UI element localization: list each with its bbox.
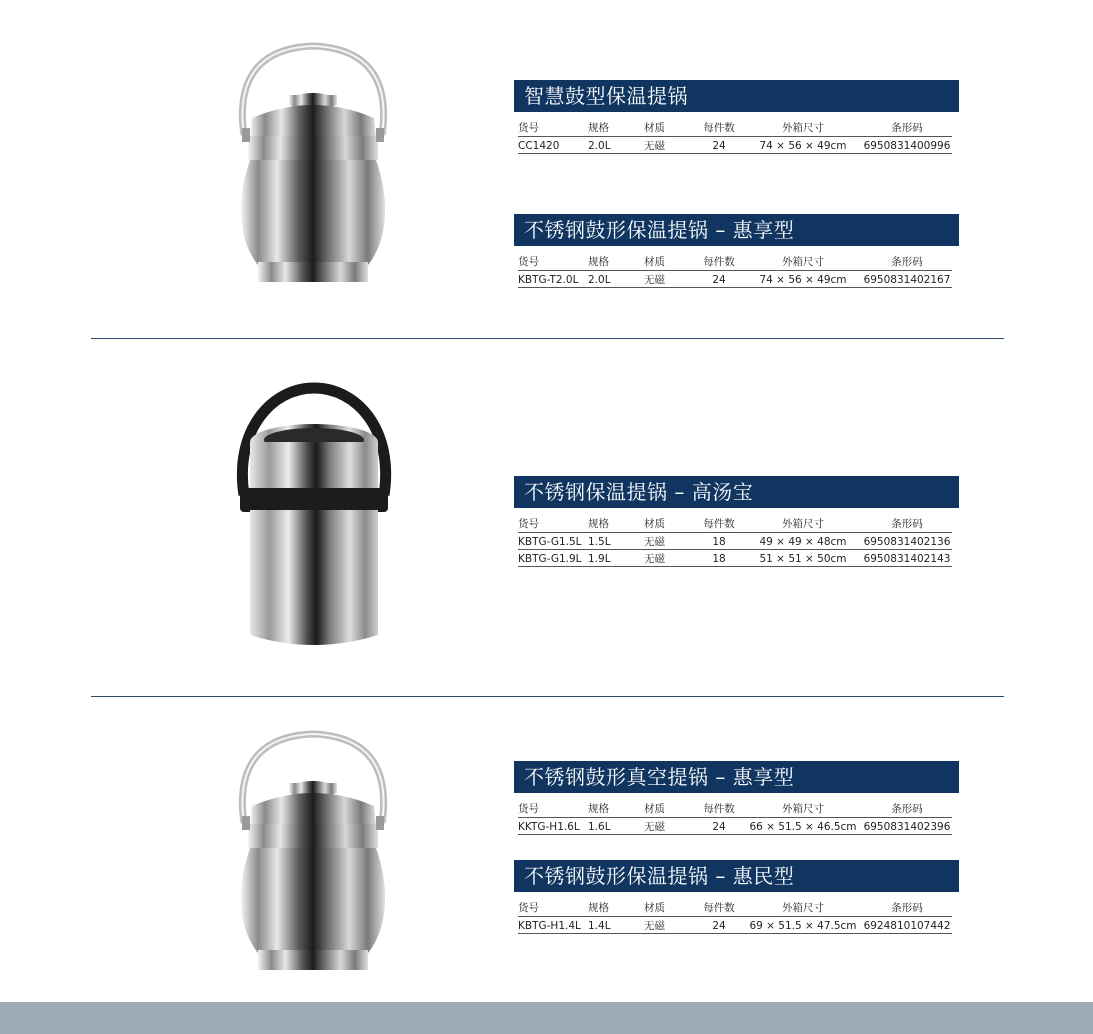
col-spec: 规格 bbox=[588, 120, 644, 137]
table-header-row: 货号 规格 材质 每件数 外箱尺寸 条形码 bbox=[518, 900, 952, 917]
table-row: KBTG-T2.0L 2.0L 无磁 24 74 × 56 × 49cm 6950831402167 bbox=[518, 271, 952, 288]
table-row: KKTG-H1.6L 1.6L 无磁 24 66 × 51.5 × 46.5cm 6950831402396 bbox=[518, 818, 952, 835]
drum-pot-image-1 bbox=[228, 40, 398, 290]
spec-table bbox=[518, 254, 952, 288]
col-barcode: 条形码 bbox=[862, 120, 952, 137]
product-block-3 bbox=[514, 476, 959, 567]
table-header-row: 货号 规格 材质 每件数 外箱尺寸 条形码 bbox=[518, 516, 952, 533]
product-title: 不锈钢鼓形保温提锅 – 惠民型 bbox=[514, 860, 959, 892]
col-qty: 每件数 bbox=[694, 120, 744, 137]
col-carton: 外箱尺寸 bbox=[744, 120, 862, 137]
table-row: KBTG-G1.9L 1.9L 无磁 18 51 × 51 × 50cm 6950831402143 bbox=[518, 550, 952, 567]
table-row: KBTG-G1.5L 1.5L 无磁 18 49 × 49 × 48cm 6950831402136 bbox=[518, 533, 952, 550]
col-item-no: 货号 bbox=[518, 120, 588, 137]
spec-table bbox=[518, 900, 952, 934]
table-row: KBTG-H1.4L 1.4L 无磁 24 69 × 51.5 × 47.5cm 6924810107442 bbox=[518, 917, 952, 934]
table-header-row: 货号 规格 材质 每件数 外箱尺寸 条形码 bbox=[518, 801, 952, 818]
section-divider bbox=[91, 696, 1004, 697]
table-row: CC1420 2.0L 无磁 24 74 × 56 × 49cm 6950831400996 bbox=[518, 137, 952, 154]
section-divider bbox=[91, 338, 1004, 339]
drum-pot-image-2 bbox=[228, 728, 398, 978]
soup-pot-image bbox=[232, 380, 397, 655]
spec-table bbox=[518, 801, 952, 835]
spec-table bbox=[518, 516, 952, 567]
product-title: 不锈钢鼓形保温提锅 – 惠享型 bbox=[514, 214, 959, 246]
table-header-row bbox=[518, 120, 952, 137]
table-header-row: 货号 规格 材质 每件数 外箱尺寸 条形码 bbox=[518, 254, 952, 271]
product-block-1 bbox=[514, 80, 959, 154]
col-material: 材质 bbox=[644, 120, 694, 137]
footer-band bbox=[0, 1002, 1093, 1034]
product-title: 不锈钢鼓形真空提锅 – 惠享型 bbox=[514, 761, 959, 793]
product-block-4 bbox=[514, 761, 959, 835]
product-title: 智慧鼓型保温提锅 bbox=[514, 80, 959, 112]
product-block-2 bbox=[514, 214, 959, 288]
product-title: 不锈钢保温提锅 – 高汤宝 bbox=[514, 476, 959, 508]
product-block-5 bbox=[514, 860, 959, 934]
spec-table bbox=[518, 120, 952, 154]
